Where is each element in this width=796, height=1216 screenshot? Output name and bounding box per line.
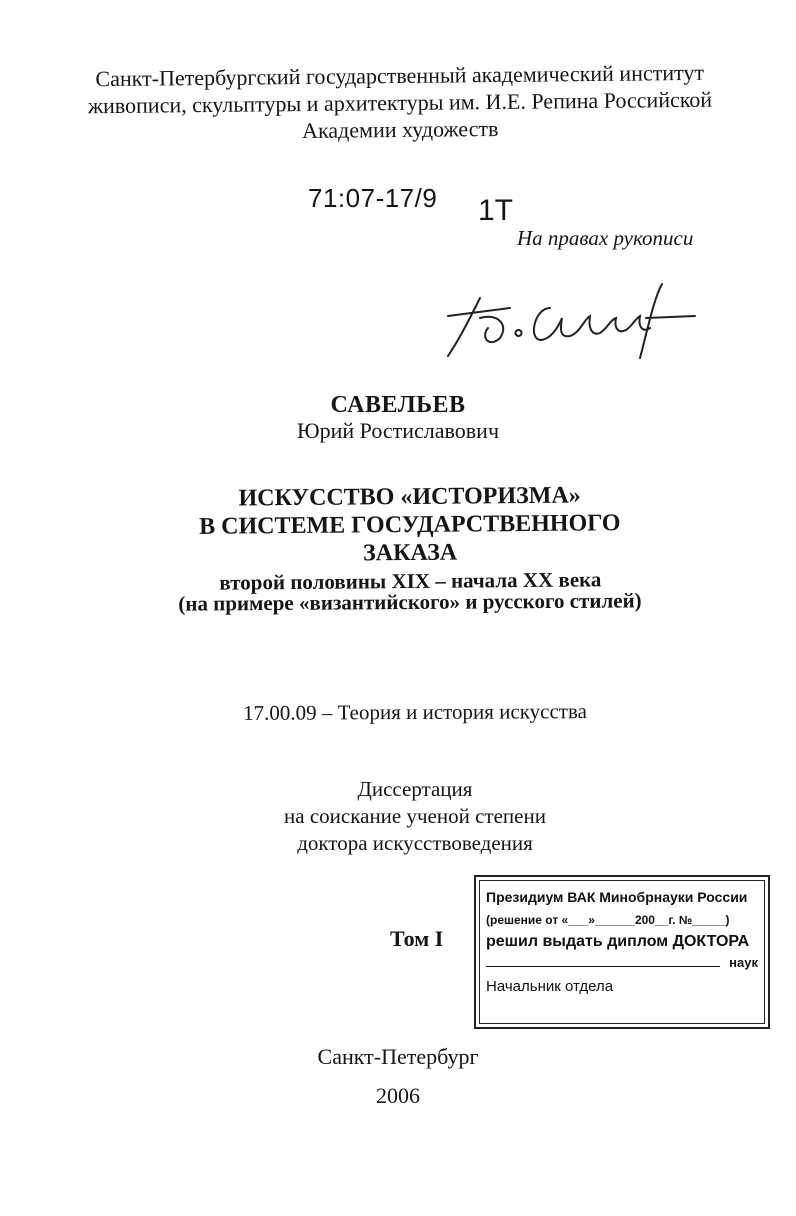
author-first-names: Юрий Ростиславович [296, 418, 500, 443]
signature [440, 278, 700, 363]
institution-line-2: живописи, скульптуры и архитектуры им. И.Е. Репина Российской [87, 86, 713, 119]
degree-line-2: на соискание ученой степени [284, 804, 546, 828]
title-subtitle: (на примере «византийского» и русского стилей) [178, 588, 642, 616]
dissertation-degree [230, 776, 600, 857]
specialty: 17.00.09 – Теория и история искусства [243, 699, 587, 725]
degree-line-1: Диссертация [357, 777, 473, 801]
city: Санкт-Петербург [317, 1044, 479, 1069]
institution-block [70, 59, 731, 147]
title-line-1: ИСКУССТВО «ИСТОРИЗМА» [238, 482, 581, 512]
stamp-line-2: (решение от «___»______200__г. №_____) [486, 913, 730, 927]
stamp-line-4 [486, 955, 758, 970]
stamp-blank-line [486, 966, 720, 967]
catalog-code: 71:07-17/9 [308, 183, 438, 213]
volume-label: Том I [390, 926, 444, 951]
rights-note: На правах рукописи [517, 226, 694, 250]
title-line-3: второй половины XIX – начала XX века [219, 567, 602, 595]
stamp-line-5: Начальник отдела [486, 978, 614, 995]
institution-line-1: Санкт-Петербургский государственный академический институт [95, 59, 705, 92]
dissertation-title [160, 481, 661, 597]
title-line-2: В СИСТЕМЕ ГОСУДАРСТВЕННОГО ЗАКАЗА [199, 510, 621, 567]
vak-stamp-inner [479, 880, 765, 1024]
author-last-name: САВЕЛЬЕВ [330, 392, 466, 418]
institution-line-3: Академии художеств [301, 115, 499, 144]
handwritten-mark: 1Т [478, 194, 514, 227]
stamp-line-3: решил выдать диплом ДОКТОРА [486, 933, 750, 950]
vak-stamp [474, 875, 770, 1029]
stamp-line-4-text: наук [729, 955, 758, 970]
stamp-line-1: Президиум ВАК Минобрнауки России [486, 889, 748, 905]
degree-line-3: доктора искусствоведения [297, 831, 533, 855]
year: 2006 [376, 1083, 420, 1108]
